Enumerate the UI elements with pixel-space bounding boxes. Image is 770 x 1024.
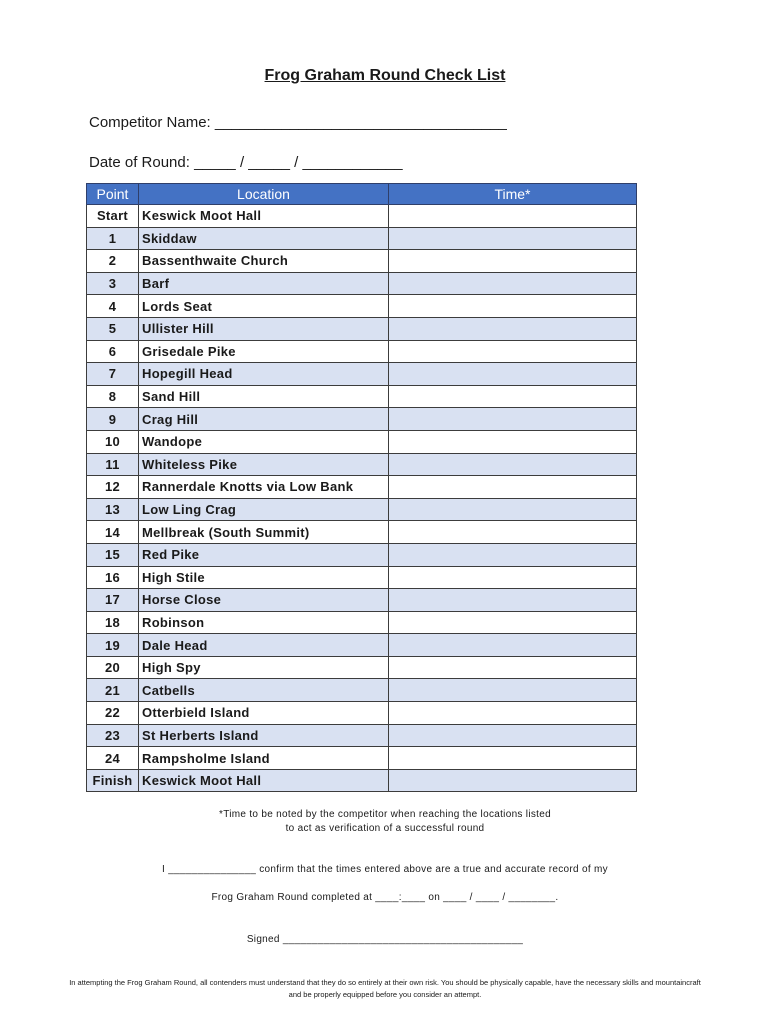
time-cell[interactable]: [389, 385, 637, 408]
point-cell: 6: [87, 340, 139, 363]
table-row: [87, 769, 637, 792]
location-cell: Dale Head: [139, 634, 389, 657]
table-header-row: [87, 184, 637, 205]
table-row: [87, 430, 637, 453]
point-cell: 2: [87, 250, 139, 273]
location-cell: High Stile: [139, 566, 389, 589]
location-cell: Hopegill Head: [139, 363, 389, 386]
point-cell: 14: [87, 521, 139, 544]
table-row: [87, 589, 637, 612]
table-row: [87, 205, 637, 228]
location-cell: Wandope: [139, 430, 389, 453]
table-row: [87, 453, 637, 476]
location-cell: Lords Seat: [139, 295, 389, 318]
location-cell: Grisedale Pike: [139, 340, 389, 363]
table-row: [87, 250, 637, 273]
confirm-statement: I _______________ confirm that the times entered above are a true and accurate record of my: [162, 864, 608, 875]
point-cell: 13: [87, 498, 139, 521]
signature-line: Signed _________________________________________: [246, 934, 524, 945]
time-cell[interactable]: [389, 317, 637, 340]
date-of-round-field: Date of Round: _____ / _____ / ____________: [89, 154, 403, 171]
location-cell: Rannerdale Knotts via Low Bank: [139, 476, 389, 499]
location-cell: Sand Hill: [139, 385, 389, 408]
point-cell: 3: [87, 272, 139, 295]
time-cell[interactable]: [389, 679, 637, 702]
point-cell: 8: [87, 385, 139, 408]
location-cell: Crag Hill: [139, 408, 389, 431]
table-row: [87, 385, 637, 408]
time-cell[interactable]: [389, 724, 637, 747]
point-cell: 16: [87, 566, 139, 589]
time-cell[interactable]: [389, 769, 637, 792]
point-cell: 21: [87, 679, 139, 702]
completed-statement: Frog Graham Round completed at ____:____ on ____ / ____ / ________.: [211, 892, 559, 903]
time-cell[interactable]: [389, 430, 637, 453]
location-cell: Low Ling Crag: [139, 498, 389, 521]
time-cell[interactable]: [389, 589, 637, 612]
location-cell: Rampsholme Island: [139, 747, 389, 770]
table-row: [87, 543, 637, 566]
page-title: Frog Graham Round Check List: [264, 67, 506, 84]
table-row: [87, 227, 637, 250]
disclaimer-line-2: and be properly equipped before you consider an attempt.: [288, 990, 482, 999]
location-cell: Otterbield Island: [139, 702, 389, 725]
point-cell: 12: [87, 476, 139, 499]
point-cell: 1: [87, 227, 139, 250]
time-cell[interactable]: [389, 227, 637, 250]
point-cell: 18: [87, 611, 139, 634]
point-cell: 10: [87, 430, 139, 453]
location-cell: Barf: [139, 272, 389, 295]
location-cell: Horse Close: [139, 589, 389, 612]
time-note-line-2: to act as verification of a successful round: [285, 823, 485, 834]
location-cell: Catbells: [139, 679, 389, 702]
point-cell: 22: [87, 702, 139, 725]
location-cell: Robinson: [139, 611, 389, 634]
location-cell: Mellbreak (South Summit): [139, 521, 389, 544]
time-cell[interactable]: [389, 272, 637, 295]
table-row: [87, 724, 637, 747]
location-cell: St Herberts Island: [139, 724, 389, 747]
time-cell[interactable]: [389, 340, 637, 363]
location-cell: Red Pike: [139, 543, 389, 566]
table-row: [87, 317, 637, 340]
time-cell[interactable]: [389, 611, 637, 634]
point-cell: 7: [87, 363, 139, 386]
competitor-name-field: Competitor Name: ___________________________________: [89, 114, 507, 131]
table-row: [87, 656, 637, 679]
location-cell: Skiddaw: [139, 227, 389, 250]
table-row: [87, 521, 637, 544]
time-cell[interactable]: [389, 205, 637, 228]
time-cell[interactable]: [389, 476, 637, 499]
table-row: [87, 679, 637, 702]
time-cell[interactable]: [389, 656, 637, 679]
time-cell[interactable]: [389, 702, 637, 725]
table-row: [87, 408, 637, 431]
time-cell[interactable]: [389, 566, 637, 589]
location-cell: Bassenthwaite Church: [139, 250, 389, 273]
time-note: [0, 808, 770, 836]
table-row: [87, 747, 637, 770]
time-cell[interactable]: [389, 498, 637, 521]
point-cell: 19: [87, 634, 139, 657]
time-cell[interactable]: [389, 747, 637, 770]
disclaimer-line-1: In attempting the Frog Graham Round, all contenders must understand that they do so entirely at their own risk. You should be physically capable, have the necessary skills and mountaincraft: [69, 978, 701, 987]
header-time: Time*: [389, 184, 637, 205]
point-cell: 5: [87, 317, 139, 340]
location-cell: Ullister Hill: [139, 317, 389, 340]
point-cell: 9: [87, 408, 139, 431]
table-row: [87, 702, 637, 725]
table-row: [87, 476, 637, 499]
point-cell: 17: [87, 589, 139, 612]
point-cell: 23: [87, 724, 139, 747]
time-cell[interactable]: [389, 363, 637, 386]
time-cell[interactable]: [389, 408, 637, 431]
time-cell[interactable]: [389, 543, 637, 566]
point-cell: Finish: [87, 769, 139, 792]
location-cell: High Spy: [139, 656, 389, 679]
table-row: [87, 340, 637, 363]
header-point: Point: [87, 184, 139, 205]
location-cell: Keswick Moot Hall: [139, 205, 389, 228]
table-row: [87, 363, 637, 386]
point-cell: 24: [87, 747, 139, 770]
point-cell: 20: [87, 656, 139, 679]
point-cell: 15: [87, 543, 139, 566]
time-cell[interactable]: [389, 634, 637, 657]
time-note-line-1: *Time to be noted by the competitor when reaching the locations listed: [219, 809, 551, 820]
point-cell: Start: [87, 205, 139, 228]
table-row: [87, 272, 637, 295]
checklist-table: [86, 183, 637, 792]
time-cell[interactable]: [389, 295, 637, 318]
time-cell[interactable]: [389, 521, 637, 544]
table-row: [87, 498, 637, 521]
location-cell: Whiteless Pike: [139, 453, 389, 476]
time-cell[interactable]: [389, 453, 637, 476]
point-cell: 11: [87, 453, 139, 476]
table-row: [87, 295, 637, 318]
table-row: [87, 634, 637, 657]
point-cell: 4: [87, 295, 139, 318]
location-cell: Keswick Moot Hall: [139, 769, 389, 792]
time-cell[interactable]: [389, 250, 637, 273]
disclaimer: [40, 977, 730, 1001]
table-row: [87, 566, 637, 589]
header-location: Location: [139, 184, 389, 205]
table-row: [87, 611, 637, 634]
